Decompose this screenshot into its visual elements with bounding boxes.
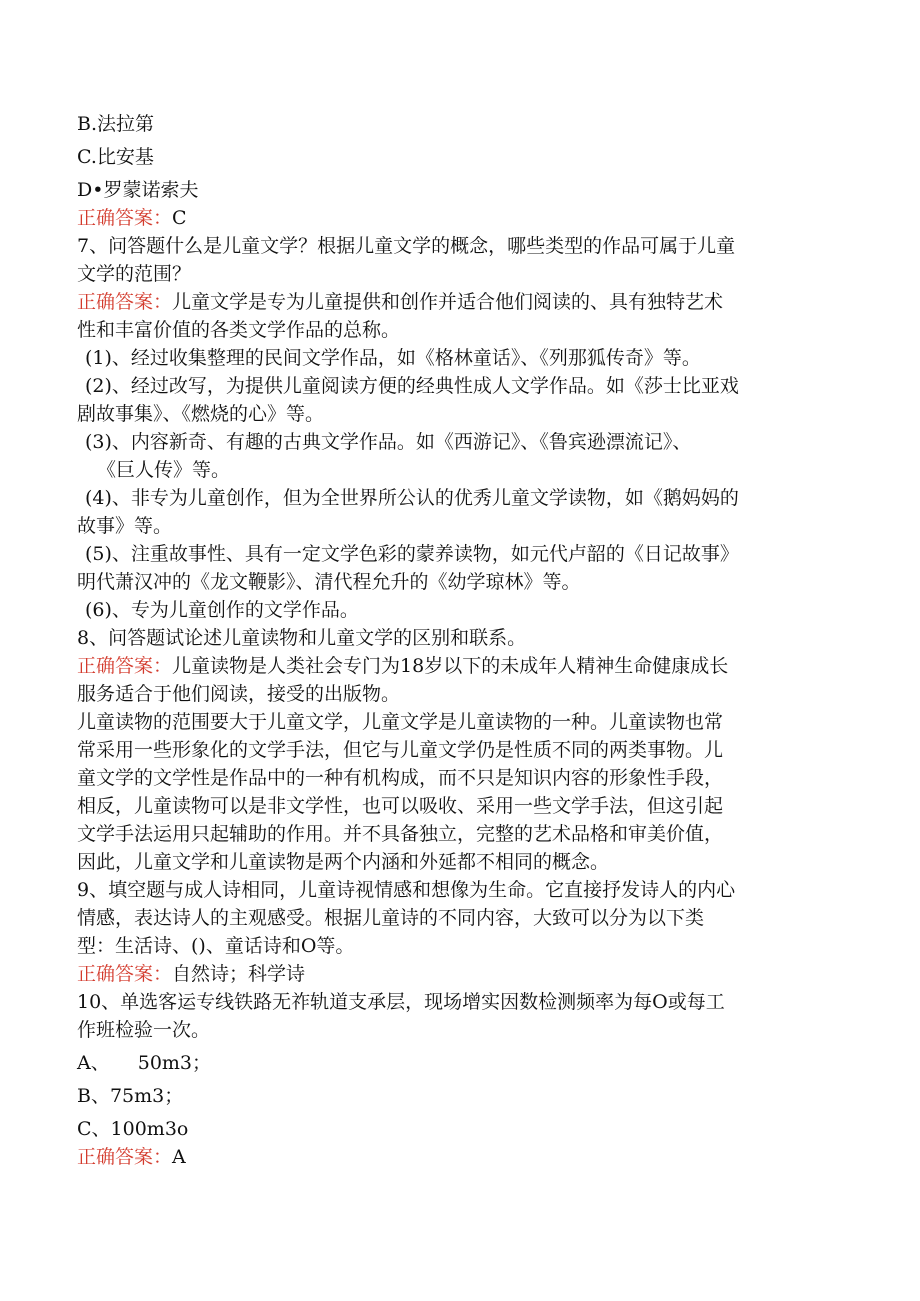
answer-text: 儿童文学是专为儿童提供和创作并适合他们阅读的、具有独特艺术 bbox=[172, 291, 724, 313]
q8-paragraph-line-2: 常采用一些形象化的文学手法，但它与儿童文学仍是性质不同的两类事物。儿 bbox=[77, 739, 724, 761]
q6-answer bbox=[77, 204, 837, 232]
q7-item-2-cont: 剧故事集》、《燃烧的心》等。 bbox=[77, 403, 325, 425]
option-a-prefix: A、 bbox=[77, 1052, 110, 1074]
q8-question-line-1: 8、问答题试论述儿童读物和儿童文学的区别和联系。 bbox=[77, 627, 527, 649]
q7-question-line-1: 7、问答题什么是儿童文学？根据儿童文学的概念，哪些类型的作品可属于儿童 bbox=[77, 235, 736, 257]
q8-answer-line-2: 服务适合于他们阅读，接受的出版物。 bbox=[77, 683, 401, 705]
q7-answer bbox=[77, 288, 837, 316]
q8-answer bbox=[77, 652, 837, 680]
answer-label: 正确答案： bbox=[77, 1146, 173, 1168]
answer-value: C bbox=[172, 207, 187, 229]
answer-value: 自然诗；科学诗 bbox=[172, 963, 306, 985]
q8-paragraph-line-1: 儿童读物的范围要大于儿童文学，儿童文学是儿童读物的一种。儿童读物也常 bbox=[77, 711, 724, 733]
q9-question-line-1: 9、填空题与成人诗相同，儿童诗视情感和想像为生命。它直接抒发诗人的内心 bbox=[77, 879, 736, 901]
q10-option-a bbox=[77, 1049, 837, 1077]
q6-option-c: C.比安基 bbox=[77, 146, 154, 168]
q9-answer bbox=[77, 960, 837, 988]
document-page bbox=[77, 110, 837, 1171]
q7-item-3: (3)、内容新奇、有趣的古典文学作品。如《西游记》、《鲁宾逊漂流记》、 bbox=[85, 431, 692, 453]
q9-question-line-2: 情感，表达诗人的主观感受。根据儿童诗的不同内容，大致可以分为以下类 bbox=[77, 907, 705, 929]
q7-item-6: (6)、专为儿童创作的文学作品。 bbox=[85, 599, 359, 621]
option-a-value: 50m3； bbox=[137, 1052, 212, 1074]
answer-label: 正确答案： bbox=[77, 291, 173, 313]
q7-item-1: (1)、经过收集整理的民间文学作品，如《格林童话》、《列那狐传奇》等。 bbox=[85, 347, 701, 369]
answer-label: 正确答案： bbox=[77, 655, 173, 677]
q10-option-b: B、75m3； bbox=[77, 1085, 184, 1107]
answer-value: A bbox=[172, 1146, 186, 1168]
answer-label: 正确答案： bbox=[77, 207, 173, 229]
q8-paragraph-line-6: 因此，儿童文学和儿童读物是两个内涵和外延都不相同的概念。 bbox=[77, 851, 610, 873]
q7-item-5-cont: 明代萧汉冲的《龙文鞭影》、清代程允升的《幼学琼林》等。 bbox=[77, 571, 581, 593]
q10-answer bbox=[77, 1143, 837, 1171]
q10-question-line-2: 作班检验一次。 bbox=[77, 1019, 211, 1041]
q9-question-line-3: 型：生活诗、()、童话诗和O等。 bbox=[77, 935, 355, 957]
q7-item-5: (5)、注重故事性、具有一定文学色彩的蒙养读物，如元代卢韶的《日记故事》 bbox=[85, 543, 739, 565]
q8-paragraph-line-5: 文学手法运用只起辅助的作用。并不具备独立，完整的艺术品格和审美价值， bbox=[77, 823, 724, 845]
q10-option-c: C、100m3o bbox=[77, 1118, 189, 1140]
q6-option-d: D•罗蒙诺索夫 bbox=[77, 179, 199, 201]
answer-text: 儿童读物是人类社会专门为18岁以下的未成年人精神生命健康成长 bbox=[172, 655, 729, 677]
q7-item-3-cont: 《巨人传》等。 bbox=[97, 459, 231, 481]
q8-paragraph-line-4: 相反，儿童读物可以是非文学性，也可以吸收、采用一些文学手法，但这引起 bbox=[77, 795, 724, 817]
q10-question-line-1: 10、单选客运专线铁路无祚轨道支承层，现场增实因数检测频率为每O或每工 bbox=[77, 991, 725, 1013]
q7-item-4: (4)、非专为儿童创作，但为全世界所公认的优秀儿童文学读物，如《鹅妈妈的 bbox=[85, 487, 739, 509]
q7-question-line-2: 文学的范围？ bbox=[77, 263, 192, 285]
q7-answer-line-2: 性和丰富价值的各类文学作品的总称。 bbox=[77, 319, 401, 341]
answer-label: 正确答案： bbox=[77, 963, 173, 985]
q7-item-2: (2)、经过改写，为提供儿童阅读方便的经典性成人文学作品。如《莎士比亚戏 bbox=[85, 375, 739, 397]
q8-paragraph-line-3: 童文学的文学性是作品中的一种有机构成，而不只是知识内容的形象性手段， bbox=[77, 767, 724, 789]
q7-item-4-cont: 故事》等。 bbox=[77, 515, 173, 537]
q6-option-b: B.法拉第 bbox=[77, 113, 155, 135]
